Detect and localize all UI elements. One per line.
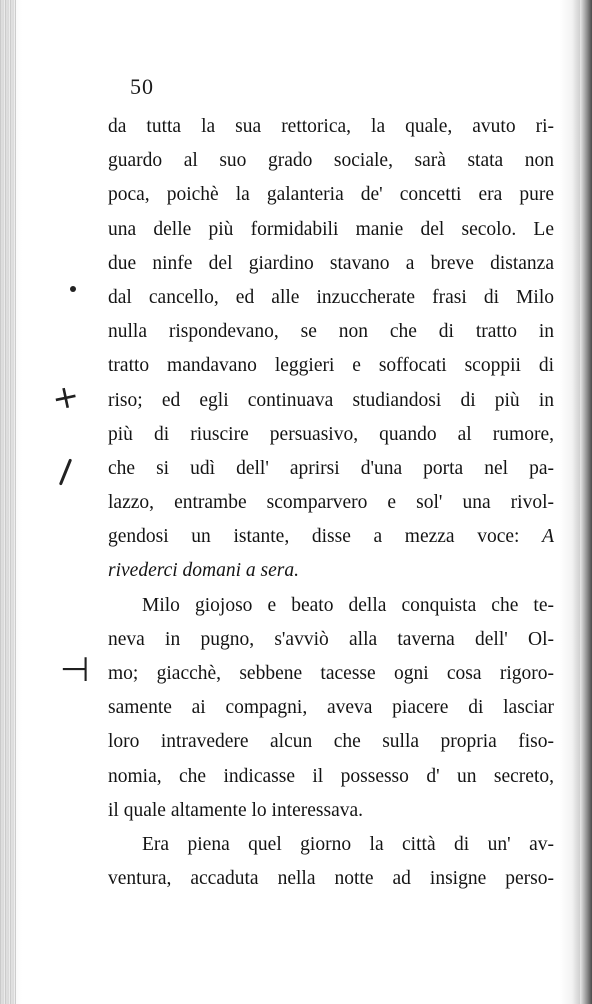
text-line [108,520,554,554]
margin-tick-mark: ⊣ [60,650,90,690]
text-line: samente ai compagni, aveva piacere di lasciar [108,697,554,719]
text-line-italic: rivederci domani a sera. [108,560,299,582]
margin-cross-mark: + [48,375,83,419]
margin-dot-mark [70,286,76,292]
text-line: ventura, accaduta nella notte ad insigne perso- [108,868,554,890]
text-line: mo; giacchè, sebbene tacesse ogni cosa rigoro- [108,663,554,684]
text-line: loro intravedere alcun che sulla propria fiso- [108,731,554,753]
text-line: riso; ed egli continuava studiandosi di più in [108,389,554,411]
text-line: due ninfe del giardino stavano a breve distanza [108,252,554,274]
binding-gutter [0,0,16,1004]
text-line: da tutta la sua rettorica, la quale, avuto ri- [108,116,554,137]
text-line: nomia, che indicasse il possesso d' un secreto, [108,765,554,787]
text-line: il quale altamente lo interessava. [108,799,364,821]
text-line-prefix: gendosi un istante, disse a mezza voce: [108,526,543,548]
text-line: nulla rispondevano, se non che di tratto in [108,321,554,343]
text-line: guardo al suo grado sociale, sarà stata non [108,150,554,172]
page-edge-shadow [580,0,592,1004]
text-line: più di riuscire persuasivo, quando al rumore, [108,423,554,445]
text-line: Milo giojoso e beato della conquista che te- [142,594,554,616]
text-line: neva in pugno, s'avviò alla taverna dell' Ol- [108,628,554,650]
text-line: lazzo, entrambe scomparvero e sol' una rivol- [108,492,554,514]
page-number: 50 [130,74,154,99]
text-line: dal cancello, ed alle inzuccherate frasi di Milo [108,286,554,308]
text-line: una delle più formidabili manie del secolo. Le [108,218,554,240]
body-text [108,110,554,896]
text-line: Era piena quel giorno la città di un' av- [142,833,554,855]
text-line: poca, poichè la galanteria de' concetti era pure [108,184,554,206]
text-line: che si udì dell' aprirsi d'una porta nel pa- [108,457,554,479]
text-line: tratto mandavano leggieri e soffocati scoppii di [108,355,554,377]
italic-text: A [542,526,554,548]
